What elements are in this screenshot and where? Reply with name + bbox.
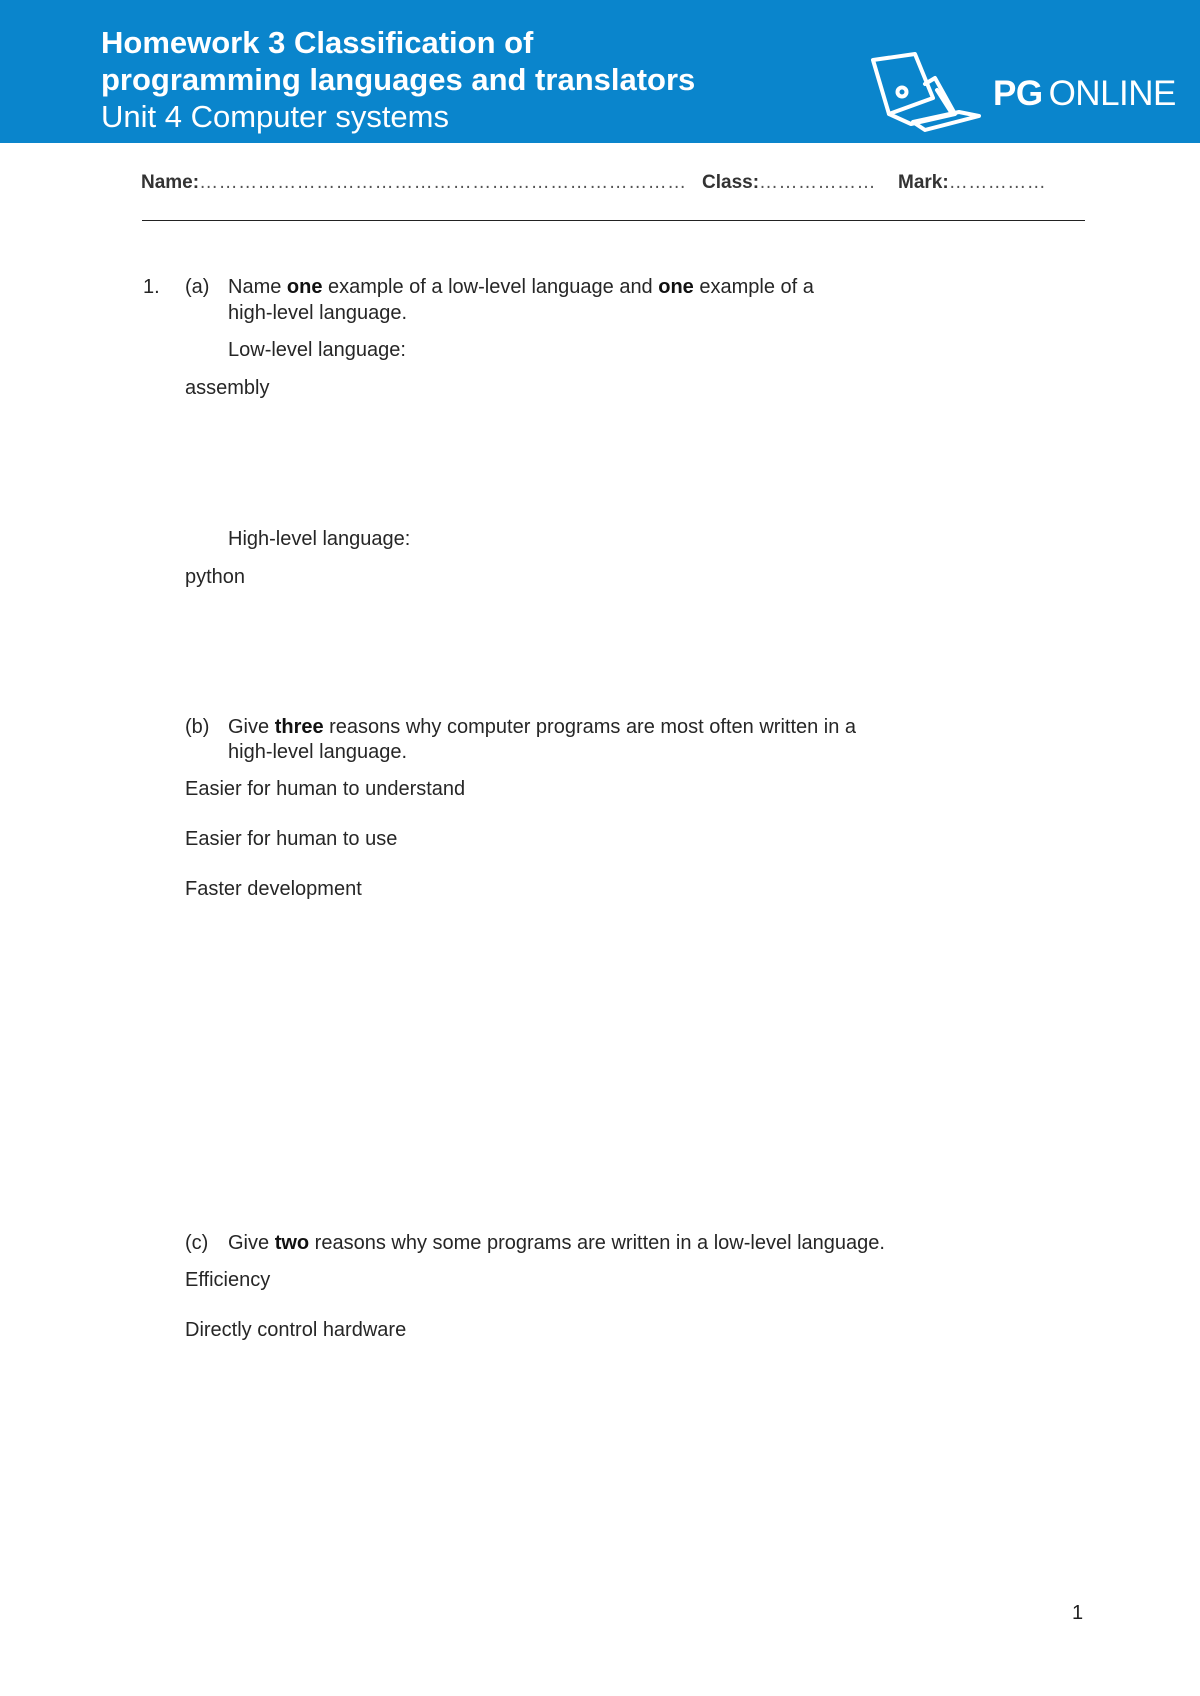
laptop-icon (867, 52, 987, 132)
part-c-answer-1: Efficiency (185, 1269, 271, 1291)
part-a-label: (a) (185, 276, 210, 298)
name-dots: ………………………………………………………………… (199, 172, 687, 193)
part-c-prompt: Give two reasons why some programs are written in a low-level language. (228, 1232, 885, 1254)
class-field (702, 172, 876, 194)
name-label: Name: (141, 172, 200, 193)
name-field (141, 172, 687, 194)
class-dots: ……………… (759, 172, 877, 193)
page-number: 1 (1072, 1602, 1084, 1624)
low-level-label: Low-level language: (228, 339, 406, 361)
part-b-answer-2: Easier for human to use (185, 828, 398, 850)
mark-dots: …………… (948, 172, 1047, 193)
question-number: 1. (143, 276, 160, 298)
part-c-label: (c) (185, 1232, 209, 1254)
logo-pg: PG (993, 74, 1043, 113)
logo-wordmark (993, 74, 1176, 114)
document-title (101, 24, 695, 135)
mark-field (898, 172, 1046, 194)
logo-online: ONLINE (1048, 74, 1176, 113)
part-b-prompt: Give three reasons why computer programs are most often written in a (228, 716, 857, 738)
header-banner (0, 0, 1200, 143)
high-level-label: High-level language: (228, 528, 411, 550)
low-level-answer: assembly (185, 377, 270, 399)
pg-online-logo (867, 52, 1187, 132)
title-line-2: programming languages and translators (101, 62, 696, 97)
header-divider (142, 220, 1085, 221)
high-level-answer: python (185, 566, 246, 588)
mark-label: Mark: (898, 172, 949, 193)
part-a-prompt: Name one example of a low-level language and one example of a (228, 276, 814, 298)
part-b-answer-3: Faster development (185, 878, 362, 900)
part-c-answer-2: Directly control hardware (185, 1319, 407, 1341)
title-line-1: Homework 3 Classification of (101, 25, 534, 60)
part-a-prompt-line2: high-level language. (228, 302, 408, 324)
part-b-prompt-line2: high-level language. (228, 741, 408, 763)
part-b-label: (b) (185, 716, 210, 738)
class-label: Class: (702, 172, 760, 193)
part-b-answer-1: Easier for human to understand (185, 778, 466, 800)
subtitle: Unit 4 Computer systems (101, 99, 449, 134)
